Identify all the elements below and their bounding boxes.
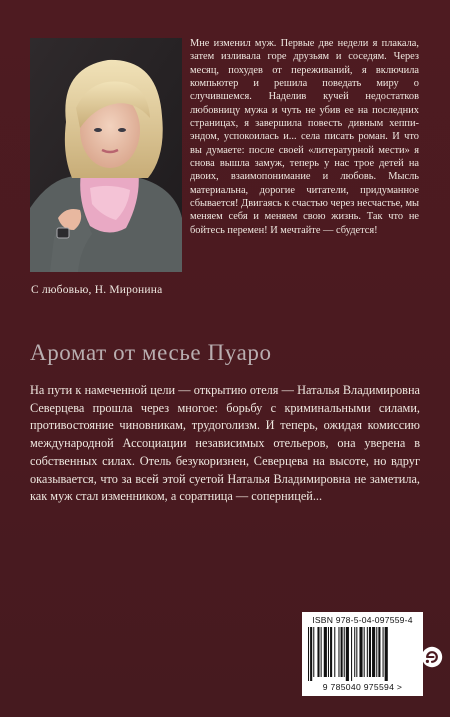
author-photo bbox=[30, 38, 182, 272]
publisher-logo-icon bbox=[421, 646, 443, 668]
book-title: Аромат от месье Пуаро bbox=[30, 340, 272, 365]
author-blurb: Мне изменил муж. Первые две недели я плакала, затем изливала горе друзьям и соседям. Через месяц, похудев от переживаний, я включила компьютер и решила поведать миру о случившемся. Наделив кучей недостатков любовницу мужа и чуть не убив ее на последних страницах, я завершила повесть дивным хеппи-эндом, успокоилась и... села писать роман. И что вы думаете: после своей «литературной мести» я снова вышла замуж, теперь у нас трое детей на двоих, взаимопонимание и любовь. Мысль материальна, дорогие читатели, придуманное сбывается! Двигаясь к счастью через несчастье, мы меняем себя и меняем свою жизнь. Так что не бойтесь перемен! И мечтайте — сбудется! bbox=[190, 38, 419, 236]
barcode-bars bbox=[308, 627, 417, 681]
barcode bbox=[302, 612, 423, 696]
isbn-number: ISBN 978-5-04-097559-4 bbox=[312, 615, 413, 625]
author-signature: С любовью, Н. Миронина bbox=[31, 284, 163, 296]
book-annotation: На пути к намеченной цели — открытию отеля — Наталья Владимировна Северцева прошла через многое: борьбу с криминальными силами, противостояние чиновникам, трудоголизм. И теперь, ожидая комиссию международной Ассоциации независимых отельеров, она уверена в собственных силах. Отель безукоризнен, Северцева на высоте, но вдруг оказывается, что за всей этой суетой Наталья Владимировна не заметила, как муж стал изменником, а соратница — соперницей... bbox=[30, 383, 420, 504]
barcode-digits: 9 785040 975594 > bbox=[322, 682, 403, 692]
